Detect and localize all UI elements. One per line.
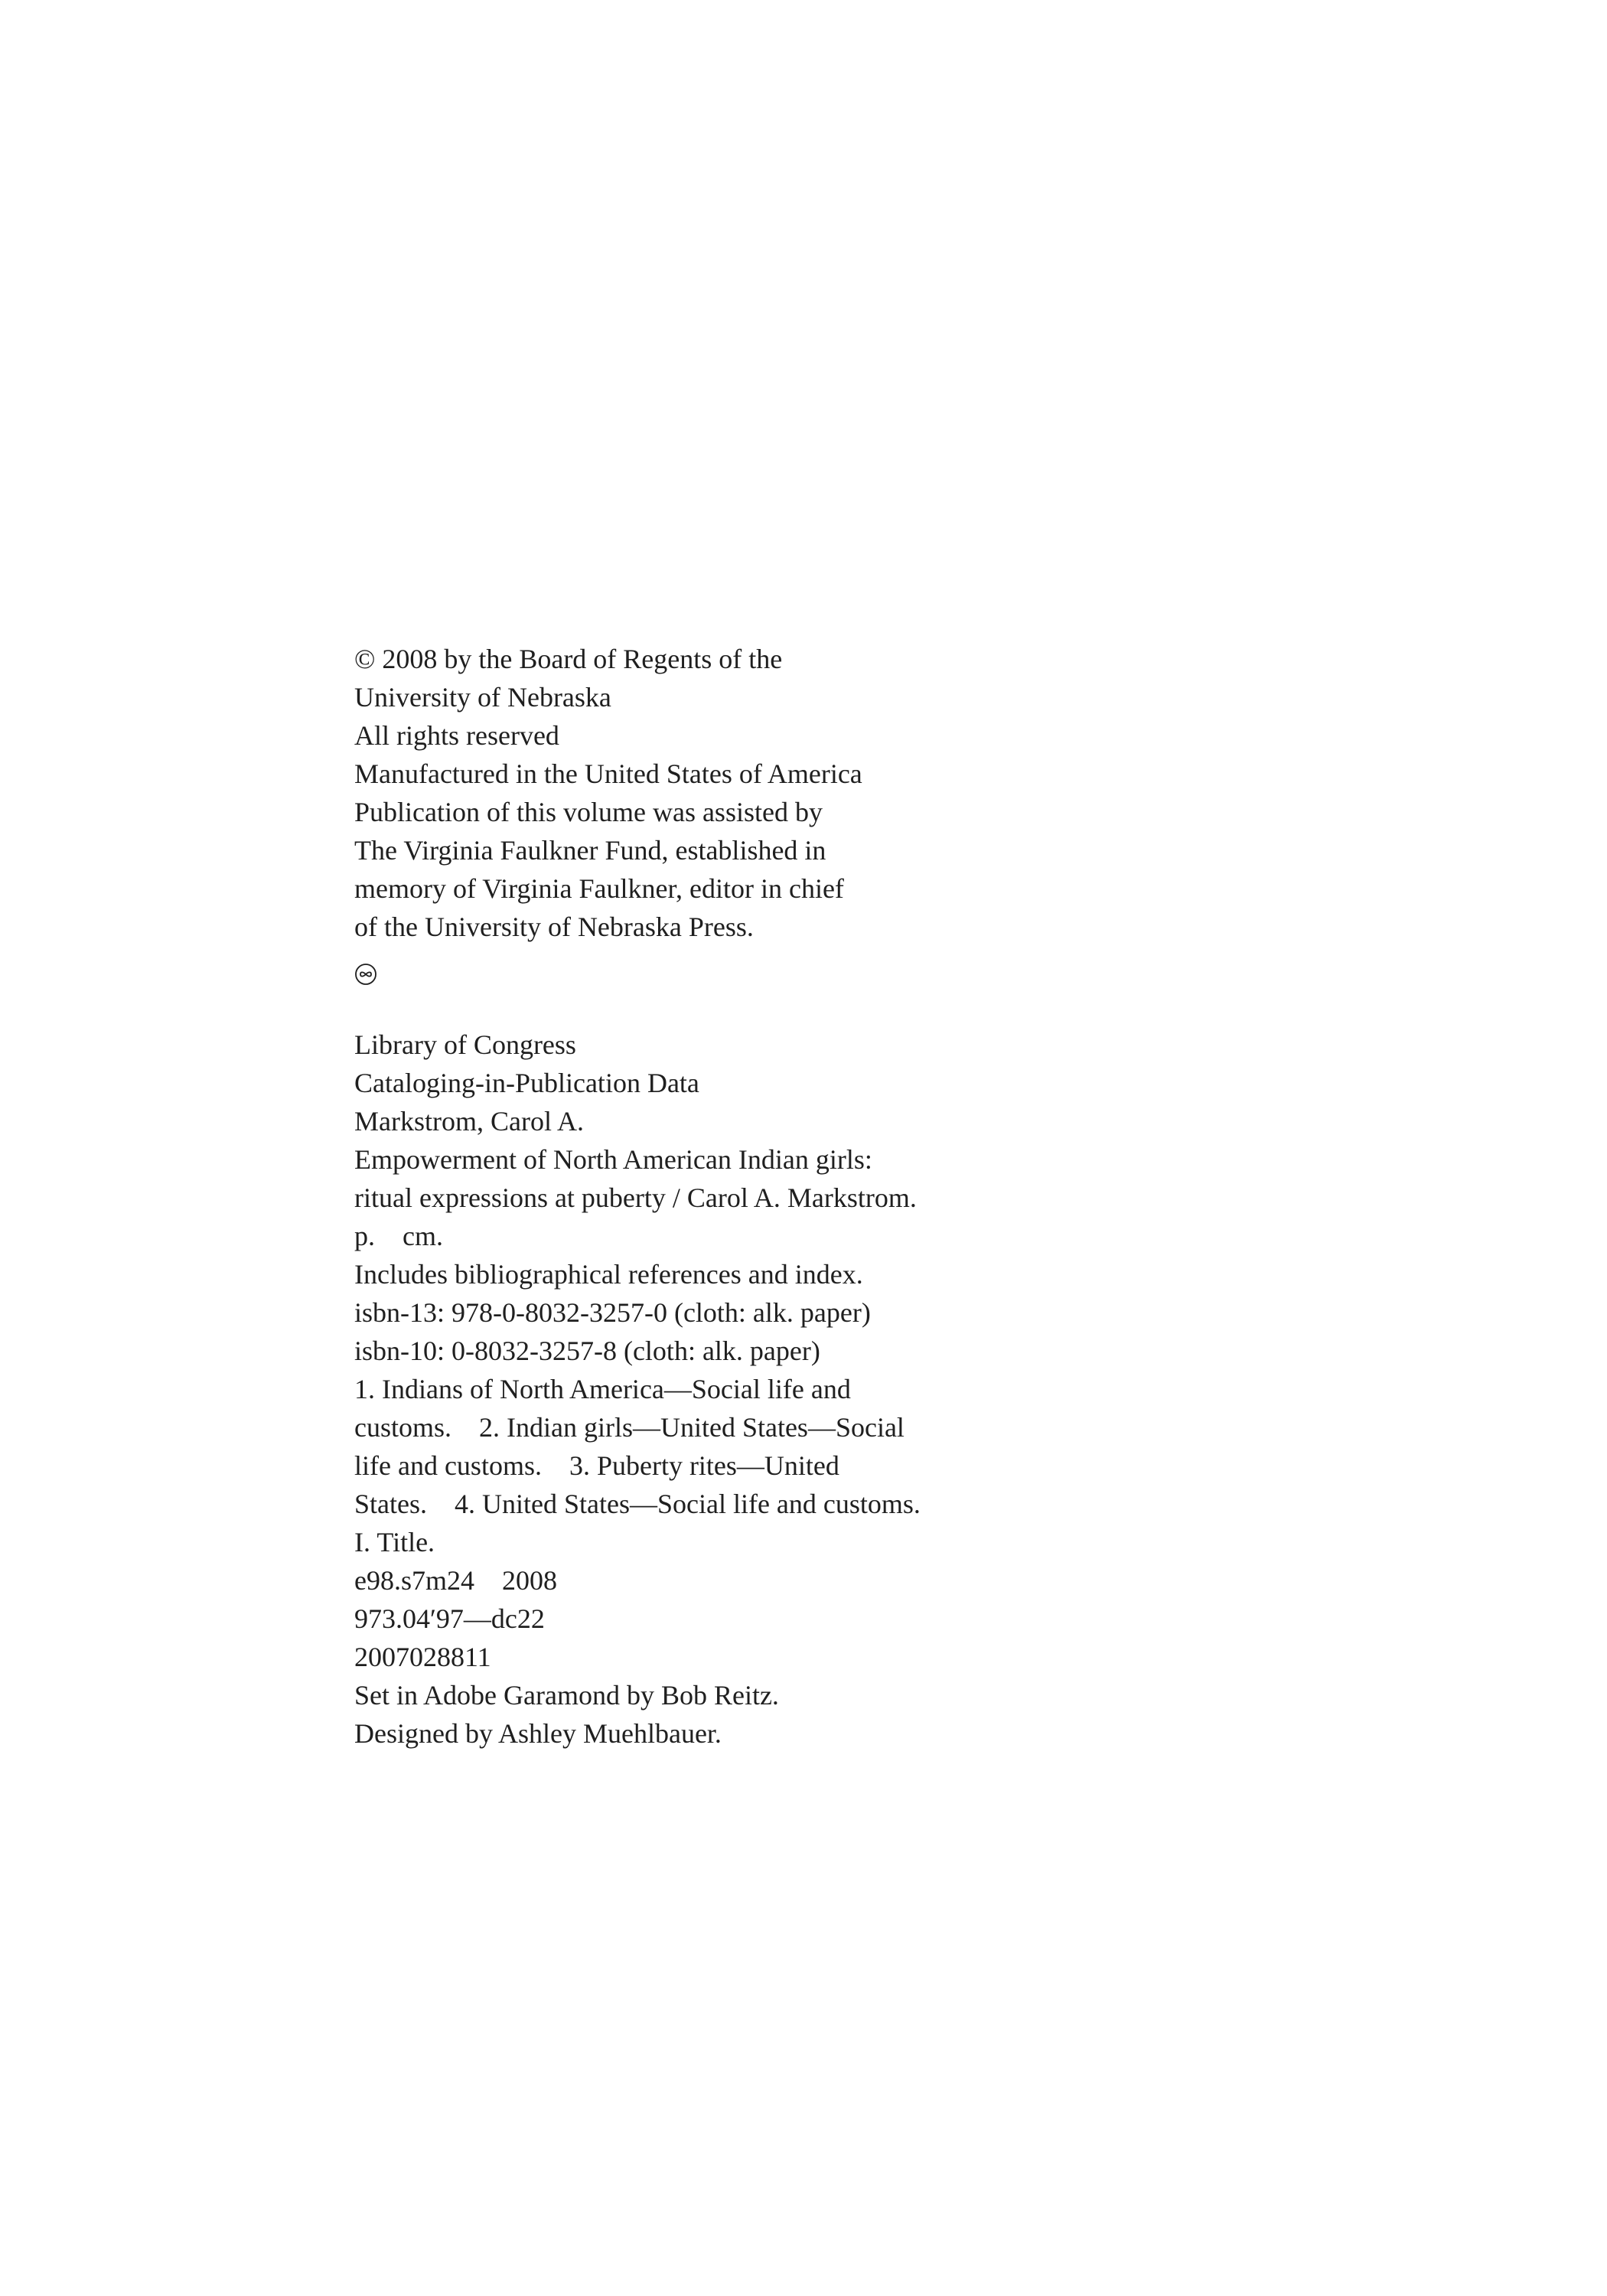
copyright-line: University of Nebraska bbox=[354, 682, 611, 713]
copyright-line: Publication of this volume was assisted by bbox=[354, 797, 823, 827]
cip-line: 1. Indians of North America—Social life and bbox=[354, 1374, 851, 1404]
cip-line: Includes bibliographical references and index. bbox=[354, 1259, 863, 1290]
copyright-line: The Virginia Faulkner Fund, established in bbox=[354, 835, 826, 866]
cip-line: Set in Adobe Garamond by Bob Reitz. bbox=[354, 1680, 779, 1711]
copyright-line: Manufactured in the United States of America bbox=[354, 758, 862, 789]
cip-line: isbn-10: 0-8032-3257-8 (cloth: alk. paper) bbox=[354, 1336, 820, 1366]
cip-line: isbn-13: 978-0-8032-3257-0 (cloth: alk. paper) bbox=[354, 1297, 871, 1328]
copyright-notice bbox=[354, 640, 1043, 1018]
cip-line: 2007028811 bbox=[354, 1642, 491, 1672]
cip-line: Designed by Ashley Muehlbauer. bbox=[354, 1718, 722, 1749]
cip-line: life and customs. 3. Puberty rites—United bbox=[354, 1450, 839, 1481]
cip-line: p. cm. bbox=[354, 1221, 443, 1251]
cip-line: customs. 2. Indian girls—United States—Social bbox=[354, 1412, 905, 1443]
cip-line: Empowerment of North American Indian girls: bbox=[354, 1144, 872, 1175]
cip-line: e98.s7m24 2008 bbox=[354, 1565, 557, 1596]
copyright-line: memory of Virginia Faulkner, editor in chief bbox=[354, 873, 844, 904]
acid-free-paper-infinity-icon bbox=[354, 963, 377, 986]
cip-line: States. 4. United States—Social life and customs. bbox=[354, 1489, 921, 1519]
cip-line: Markstrom, Carol A. bbox=[354, 1106, 584, 1137]
cip-line: 973.04′97—dc22 bbox=[354, 1603, 545, 1634]
cip-line: I. Title. bbox=[354, 1527, 435, 1557]
cip-line: Library of Congress bbox=[354, 1029, 576, 1060]
copyright-line: © 2008 by the Board of Regents of the bbox=[354, 644, 783, 674]
cataloging-in-publication-data bbox=[354, 1026, 1043, 1753]
cip-line: Cataloging-in-Publication Data bbox=[354, 1068, 699, 1098]
copyright-line: of the University of Nebraska Press. bbox=[354, 912, 754, 942]
copyright-line: All rights reserved bbox=[354, 720, 559, 751]
cip-line: ritual expressions at puberty / Carol A. Markstrom. bbox=[354, 1182, 917, 1213]
